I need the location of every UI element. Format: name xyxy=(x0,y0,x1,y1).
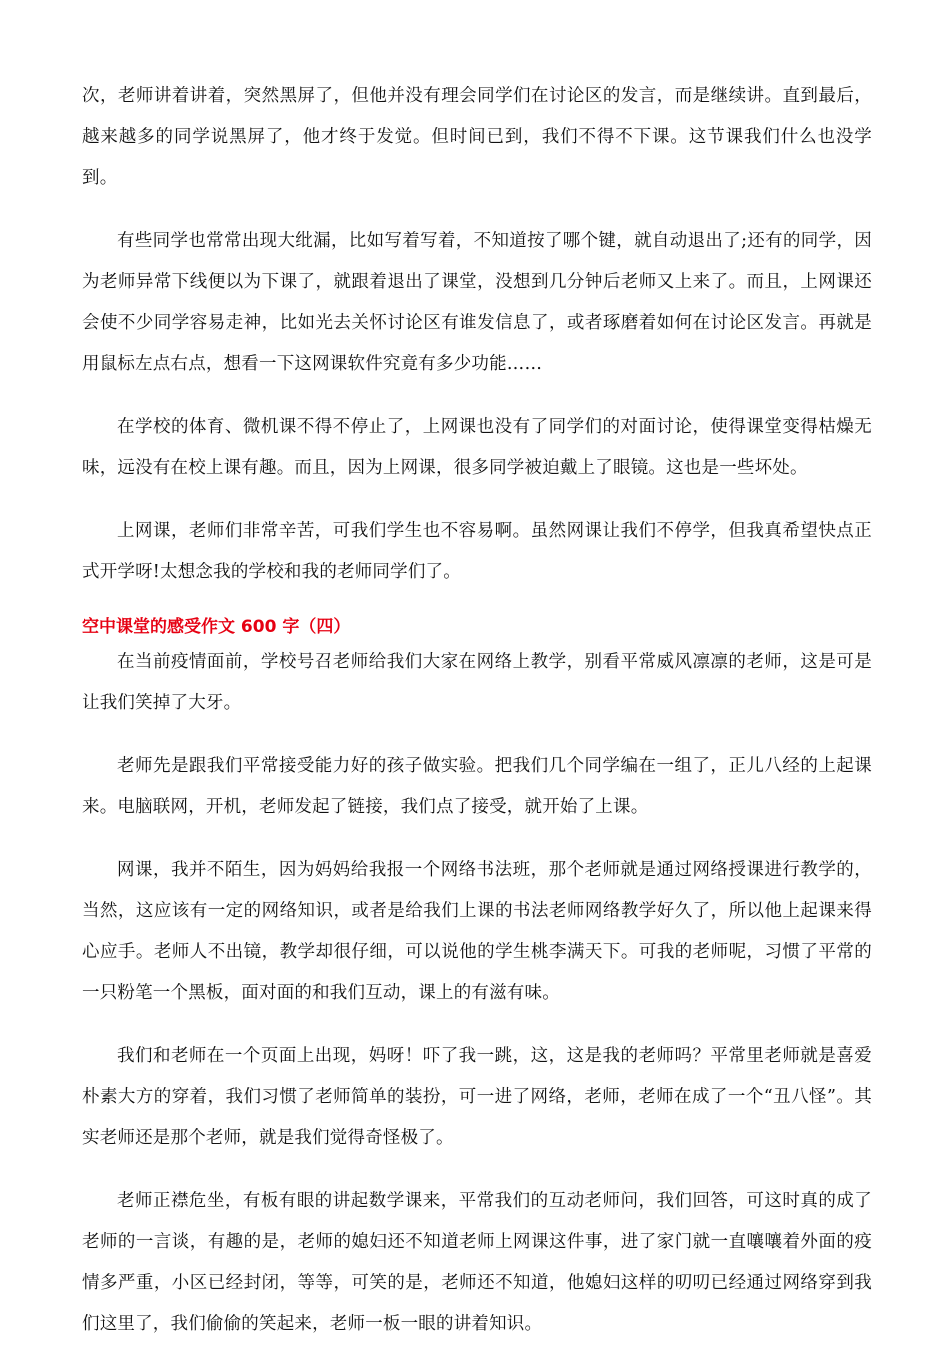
section-heading: 空中课堂的感受作文 600 字（四） xyxy=(82,617,351,637)
paragraph-8: 我们和老师在一个页面上出现，妈呀！吓了我一跳，这，这是我的老师吗？平常里老师就是喜爱朴素大方的穿着，我们习惯了老师简单的装扮，可一进了网络，老师，老师在成了一个“丑八怪”。其实老师还是那个老师，就是我们觉得奇怪极了。 xyxy=(82,1046,872,1148)
paragraph-1: 次，老师讲着讲着，突然黑屏了，但他并没有理会同学们在讨论区的发言，而是继续讲。直到最后，越来越多的同学说黑屏了，他才终于发觉。但时间已到，我们不得不下课。这节课我们什么也没学到。 xyxy=(82,86,872,188)
paragraph-7: 网课，我并不陌生，因为妈妈给我报一个网络书法班，那个老师就是通过网络授课进行教学的，当然，这应该有一定的网络知识，或者是给我们上课的书法老师网络教学好久了，所以他上起课来得心应手。老师人不出镜，教学却很仔细，可以说他的学生桃李满天下。可我的老师呢，习惯了平常的一只粉笔一个黑板，面对面的和我们互动，课上的有滋有味。 xyxy=(82,860,872,1003)
paragraph-2: 有些同学也常常出现大纰漏，比如写着写着，不知道按了哪个键，就自动退出了;还有的同学，因为老师异常下线便以为下课了，就跟着退出了课堂，没想到几分钟后老师又上来了。而且，上网课还会使不少同学容易走神，比如光去关怀讨论区有谁发信息了，或者琢磨着如何在讨论区发言。再就是用鼠标左点右点，想看一下这网课软件究竟有多少功能…… xyxy=(82,231,872,374)
paragraph-3: 在学校的体育、微机课不得不停止了，上网课也没有了同学们的对面讨论，使得课堂变得枯燥无味，远没有在校上课有趣。而且，因为上网课，很多同学被迫戴上了眼镜。这也是一些坏处。 xyxy=(82,417,872,478)
paragraph-4: 上网课，老师们非常辛苦，可我们学生也不容易啊。虽然网课让我们不停学，但我真希望快点正式开学呀!太想念我的学校和我的老师同学们了。 xyxy=(82,521,872,582)
paragraph-9: 老师正襟危坐，有板有眼的讲起数学课来，平常我们的互动老师问，我们回答，可这时真的成了老师的一言谈，有趣的是，老师的媳妇还不知道老师上网课这件事，进了家门就一直嚷嚷着外面的疫情多严重，小区已经封闭，等等，可笑的是，老师还不知道，他媳妇这样的叨叨已经通过网络穿到我们这里了，我们偷偷的笑起来，老师一板一眼的讲着知识。 xyxy=(82,1191,872,1334)
paragraph-5: 在当前疫情面前，学校号召老师给我们大家在网络上教学，别看平常威风凛凛的老师，这是可是让我们笑掉了大牙。 xyxy=(82,652,872,713)
paragraph-6: 老师先是跟我们平常接受能力好的孩子做实验。把我们几个同学编在一组了，正儿八经的上起课来。电脑联网，开机，老师发起了链接，我们点了接受，就开始了上课。 xyxy=(82,756,872,817)
document-page xyxy=(82,76,872,1345)
